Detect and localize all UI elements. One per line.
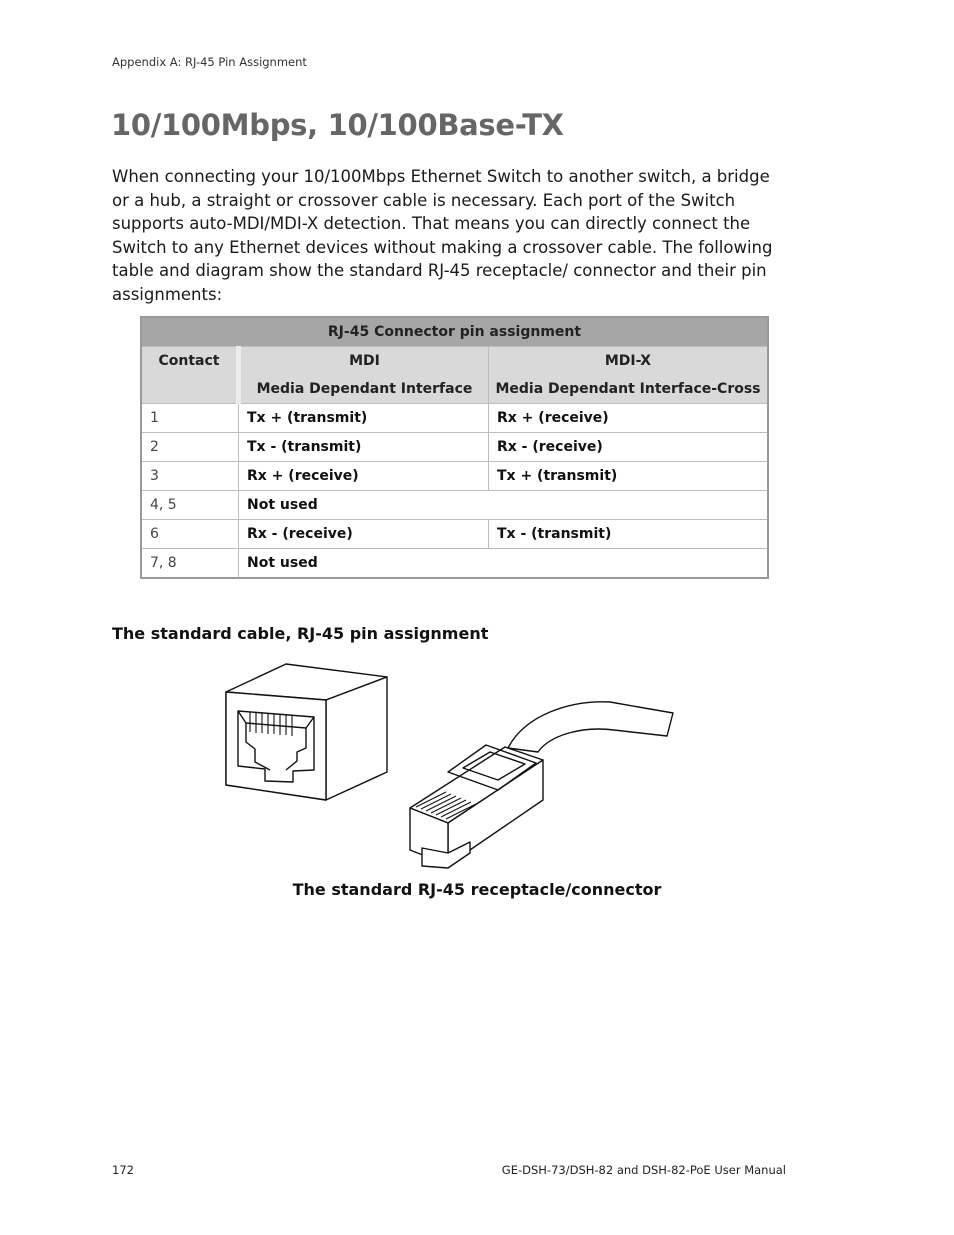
contact-cell: 3 <box>141 462 239 491</box>
header-mdix <box>489 347 769 404</box>
mdi-cell: Rx + (receive) <box>239 462 489 491</box>
header-mdi-label: MDI <box>349 353 380 369</box>
section-subheading: The standard cable, RJ-45 pin assignment <box>112 624 489 643</box>
contact-cell: 1 <box>141 404 239 433</box>
header-contact-label: Contact <box>158 353 220 369</box>
contact-cell: 7, 8 <box>141 549 239 579</box>
table-row <box>141 520 768 549</box>
rj45-diagram <box>220 660 680 875</box>
mdix-cell: Tx - (transmit) <box>489 520 769 549</box>
table-header-row <box>141 347 768 404</box>
not-used-cell: Not used <box>239 549 769 579</box>
mdi-cell: Tx - (transmit) <box>239 433 489 462</box>
table-row <box>141 549 768 579</box>
intro-paragraph: When connecting your 10/100Mbps Ethernet Switch to another switch, a bridge or a hub, a straight or crossover cable is necessary. Each port of the Switch supports auto-MDI/MDI-X detection. That means you can directly connect the Switch to any Ethernet devices without making a crossover cable. The following table and diagram show the standard RJ-45 receptacle/ connector and their pin assignments: <box>112 167 773 304</box>
table-row <box>141 491 768 520</box>
header-mdi-sublabel: Media Dependant Interface <box>256 381 473 397</box>
mdix-cell: Rx - (receive) <box>489 433 769 462</box>
table-row <box>141 433 768 462</box>
table-caption: RJ-45 Connector pin assignment <box>141 317 768 347</box>
page-number: 172 <box>112 1163 134 1177</box>
header-mdix-sublabel: Media Dependant Interface-Cross <box>495 381 761 397</box>
mdi-cell: Rx - (receive) <box>239 520 489 549</box>
page-title: 10/100Mbps, 10/100Base-TX <box>111 108 564 142</box>
rj45-plug-icon <box>410 702 673 868</box>
contact-cell: 2 <box>141 433 239 462</box>
rj45-receptacle-icon <box>226 664 387 800</box>
table-caption-row <box>141 317 768 347</box>
contact-cell: 4, 5 <box>141 491 239 520</box>
mdi-cell: Tx + (transmit) <box>239 404 489 433</box>
running-header: Appendix A: RJ-45 Pin Assignment <box>112 55 307 69</box>
contact-cell: 6 <box>141 520 239 549</box>
table-row <box>141 404 768 433</box>
mdix-cell: Tx + (transmit) <box>489 462 769 491</box>
mdix-cell: Rx + (receive) <box>489 404 769 433</box>
manual-title: GE-DSH-73/DSH-82 and DSH-82-PoE User Manual <box>501 1163 786 1177</box>
figure-caption: The standard RJ-45 receptacle/connector <box>292 880 662 899</box>
header-mdi <box>239 347 489 404</box>
pin-assignment-table <box>140 316 769 579</box>
header-mdix-label: MDI-X <box>604 353 652 369</box>
header-contact <box>141 347 239 404</box>
not-used-cell: Not used <box>239 491 769 520</box>
table-row <box>141 462 768 491</box>
